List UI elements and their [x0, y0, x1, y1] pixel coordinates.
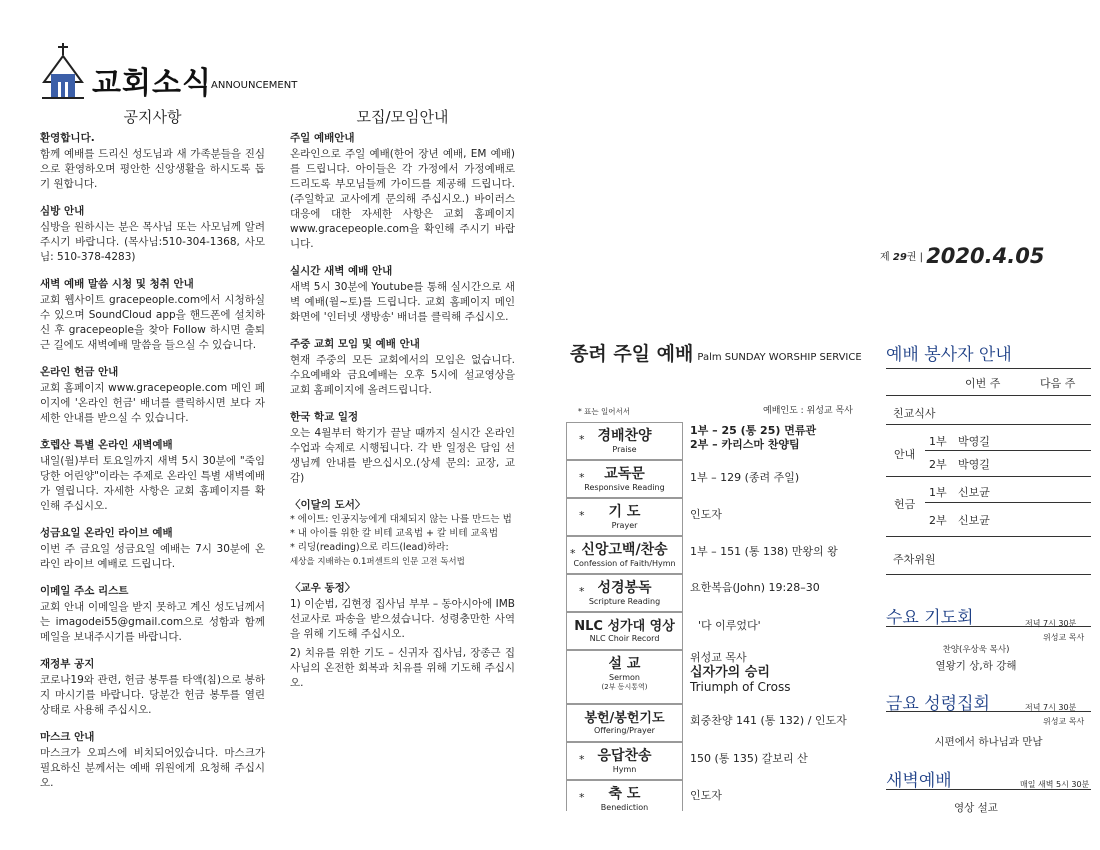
- notice-item: [40, 657, 265, 718]
- order-hymn: [566, 742, 683, 780]
- order-label-en: Hymn: [612, 765, 637, 774]
- notice-body: 함께 예배를 드리신 성도님과 새 가족분들을 진심으로 환영하오며 평안한 신앙생활을 하시도록 돕기 원합니다.: [40, 148, 265, 190]
- volunteers-title: 예배 봉사자 안내: [886, 345, 1012, 365]
- divider: [886, 536, 1091, 537]
- order-value-line: 2부 – 카리스마 찬양팀: [690, 438, 800, 451]
- notice-title: 성금요일 온라인 라이브 예배: [40, 527, 173, 539]
- notices-heading: 공지사항: [123, 108, 182, 126]
- notice-body: 내일(월)부터 토요일까지 새벽 5시 30분에 "죽임당한 어린양"이라는 주제로 온라인 특별 새벽예배가 열립니다. 자세한 사항은 교회 홈페이지를 확인해 주십시오.: [40, 455, 265, 512]
- recruit-title: 실시간 새벽 예배 안내: [290, 265, 393, 277]
- stand-mark: *: [579, 433, 585, 446]
- order-label-en: Sermon: [609, 673, 640, 682]
- column-next-week: 다음 주: [1040, 377, 1076, 390]
- notice-title: 재정부 공지: [40, 658, 95, 670]
- order-value-line: 회중찬양 141 (통 132) / 인도자: [690, 714, 847, 727]
- member-news-line: 2) 치유를 위한 기도 – 신귀자 집사님, 장종근 집사님의 온전한 회복과 치유를 위해 기도해 주십시오.: [290, 647, 515, 689]
- row-fellowship: 친교식사: [893, 407, 936, 420]
- stand-mark: *: [579, 753, 585, 766]
- order-label-en: Scripture Reading: [588, 597, 661, 606]
- divider: [886, 424, 1091, 425]
- friday-title: 금요 성령집회: [886, 694, 990, 714]
- order-value: [698, 619, 761, 633]
- order-value-line: 1부 – 25 (통 25) 면류관: [690, 424, 817, 437]
- notice-item: [40, 365, 265, 426]
- order-value: [690, 752, 808, 766]
- stand-mark: *: [579, 509, 585, 522]
- notice-title: 마스크 안내: [40, 731, 95, 743]
- page-title: 교회소식: [92, 66, 212, 101]
- volume-suffix: 권 |: [906, 252, 923, 263]
- recruit-title: 주중 교회 모임 및 예배 안내: [290, 338, 420, 350]
- recruit-item: [290, 264, 515, 325]
- order-confession: [566, 536, 683, 574]
- divider: [925, 450, 1091, 451]
- order-value: [690, 789, 722, 803]
- recruit-body: 새벽 5시 30분에 Youtube를 통해 실시간으로 새벽 예배(월~토)를 드립니다. 교회 홈페이지 메인 화면에 '인터넷 생방송' 배너를 클릭해 주십시오.: [290, 281, 515, 323]
- order-scripture: [566, 574, 683, 612]
- dawn-time: 매일 새벽 5시 30분: [1020, 780, 1090, 789]
- order-value-line: 인도자: [690, 508, 722, 521]
- dawn-content: 영상 설교: [954, 802, 998, 814]
- book-line: 세상을 지배하는 0.1퍼센트의 인문 고전 독서법: [290, 557, 465, 567]
- usher-second-name: 박영길: [958, 458, 990, 471]
- order-label-en: Responsive Reading: [584, 483, 665, 492]
- recruit-title: 한국 학교 일정: [290, 411, 359, 423]
- notice-title: 새벽 예배 말씀 시청 및 청취 안내: [40, 278, 194, 290]
- stand-mark: *: [579, 585, 585, 598]
- order-label: 응답찬송: [597, 748, 652, 764]
- notice-item: [40, 526, 265, 572]
- order-value-line: 1부 – 129 (종려 주일): [690, 471, 800, 484]
- order-value: [690, 508, 722, 522]
- order-label-en: Confession of Faith/Hymn: [573, 559, 676, 568]
- notice-item: [40, 204, 265, 265]
- order-label-en: Benediction: [600, 803, 649, 812]
- worship-title: 종려 주일 예배: [570, 343, 694, 365]
- order-value-line: '다 이루었다': [698, 619, 761, 632]
- notice-title: 온라인 헌금 안내: [40, 366, 119, 378]
- order-label: 봉헌/봉헌기도: [584, 711, 665, 726]
- member-news-title: 〈교우 동정〉: [290, 582, 356, 594]
- wednesday-title: 수요 기도회: [886, 608, 974, 628]
- row-usher: 안내: [894, 448, 916, 461]
- order-sermon: [566, 650, 683, 704]
- notice-title: 환영합니다.: [40, 132, 95, 144]
- wednesday-content: 열왕기 상,하 강해: [935, 660, 1017, 672]
- order-value-line: 십자가의 승리: [690, 665, 770, 680]
- order-value-line: 요한복음(John) 19:28–30: [690, 581, 820, 594]
- book-list: [290, 498, 515, 569]
- recruit-item: [290, 337, 515, 398]
- standing-note: * 표는 일어서서: [578, 407, 630, 416]
- notice-item: [40, 131, 265, 192]
- member-news: [290, 581, 515, 691]
- notice-body: 마스크가 오피스에 비치되어있습니다. 마스크가 필요하신 분께서는 예배 위원에게 요청해 주십시오.: [40, 747, 265, 789]
- recruit-item: [290, 410, 515, 486]
- row-parking: 주차위원: [893, 553, 936, 566]
- order-label: 교독문: [604, 466, 645, 482]
- issue-info: [880, 244, 1044, 268]
- friday-leader: 위성교 목사: [1043, 717, 1085, 726]
- volume-number: 29: [892, 252, 907, 263]
- order-label: 신앙고백/찬송: [581, 542, 668, 558]
- dawn-title: 새벽예배: [886, 771, 952, 791]
- notice-body: 이번 주 금요일 성금요일 예배는 7시 30분에 온라인 라이브 예배로 드립니다.: [40, 543, 265, 570]
- offering-second-name: 신보균: [958, 514, 990, 527]
- usher-first-name: 박영길: [958, 435, 990, 448]
- order-value-line: 150 (통 135) 갈보리 산: [690, 752, 808, 765]
- recruit-heading: 모집/모임안내: [356, 108, 449, 126]
- order-value-line: 1부 – 151 (통 138) 만왕의 왕: [690, 545, 838, 558]
- order-prayer: [566, 498, 683, 536]
- notice-title: 호렙산 특별 온라인 새벽예배: [40, 439, 173, 451]
- order-label: 성경봉독: [597, 580, 652, 596]
- recruit-item: [290, 131, 515, 252]
- worship-title-en: Palm SUNDAY WORSHIP SERVICE: [697, 352, 862, 363]
- recruit-column: [290, 110, 515, 703]
- wednesday-praise: 찬양(우상욱 목사): [942, 645, 1010, 655]
- recruit-body: 온라인으로 주일 예배(한어 장년 예배, EM 예배)를 드립니다. 아이들은 각 가정에서 가정예배로 드리도록 부모님들께 가이드를 제공해 드립니다. (주일학교 교사에게 문의해 주십시오.) 바이러스 대응에 대한 자세한 사항은 교회 홈페이지 www.gracepeople.com을 확인해 주시기 바랍니다.: [290, 148, 515, 250]
- notice-title: 이메일 주소 리스트: [40, 585, 129, 597]
- offering-first-name: 신보균: [958, 486, 990, 499]
- notice-title: 심방 안내: [40, 205, 85, 217]
- order-value: [690, 714, 847, 728]
- notices-column: [40, 110, 265, 803]
- notice-body: 교회 안내 이메일을 받지 못하고 계신 성도님께서는 imagodei55@gmail.com으로 성함과 함께 메일을 보내주시기를 바랍니다.: [40, 601, 265, 643]
- order-label-note: (2부 동시통역): [601, 683, 648, 691]
- notice-item: [40, 438, 265, 514]
- order-label-en: Prayer: [611, 521, 638, 530]
- order-label: 기 도: [608, 504, 641, 520]
- book-line: * 리딩(reading)으로 리드(lead)하라:: [290, 542, 449, 553]
- order-label: 설 교: [608, 656, 641, 672]
- recruit-title: 주일 예배안내: [290, 132, 355, 144]
- offering-second-service: 2부: [929, 514, 947, 527]
- row-offering: 헌금: [894, 498, 916, 511]
- offering-first-service: 1부: [929, 486, 947, 499]
- wednesday-time: 저녁 7시 30분: [1025, 619, 1077, 628]
- notice-body: 심방을 원하시는 분은 목사님 또는 사모님께 알려 주시기 바랍니다. (목사님:510-304-1368, 사모님: 510-378-4283): [40, 221, 265, 263]
- divider: [886, 574, 1091, 575]
- stand-mark: *: [579, 471, 585, 484]
- friday-content: 시편에서 하나님과 만남: [934, 736, 1043, 748]
- notice-item: [40, 584, 265, 645]
- issue-date: 2020.4.05: [926, 244, 1045, 268]
- order-value: [690, 471, 799, 485]
- order-offering: [566, 704, 683, 742]
- order-label-en: Praise: [612, 445, 637, 454]
- order-value-line: Triumph of Cross: [690, 680, 791, 694]
- order-value: [690, 424, 816, 452]
- divider: [886, 395, 1091, 396]
- order-praise: [566, 422, 683, 460]
- divider: [925, 502, 1091, 503]
- usher-first-service: 1부: [929, 435, 947, 448]
- recruit-body: 현재 주중의 모든 교회에서의 모임은 없습니다. 수요예배와 금요예배는 오후 5시에 설교영상을 교회 홈페이지에 올려드립니다.: [290, 354, 515, 396]
- order-label: 경배찬양: [597, 428, 652, 444]
- order-value-line: 위성교 목사: [690, 651, 747, 664]
- order-label-en: NLC Choir Record: [589, 634, 660, 643]
- page-subtitle: ANNOUNCEMENT: [211, 80, 298, 91]
- church-icon: [42, 42, 84, 100]
- order-choir: [566, 612, 683, 650]
- order-label-en: Offering/Prayer: [594, 726, 655, 735]
- member-news-line: 1) 이순범, 김현정 집사님 부부 – 동아시아에 IMB 선교사로 파송을 받으셨습니다. 성령충만한 사역을 위해 기도해 주십시오.: [290, 598, 515, 640]
- order-value-line: 인도자: [690, 789, 722, 802]
- column-this-week: 이번 주: [965, 377, 1001, 390]
- worship-leader: 예배인도 : 위성교 목사: [763, 406, 853, 416]
- notice-body: 교회 홈페이지 www.gracepeople.com 메인 페이지에 '온라인 헌금' 배너를 클릭하시면 보다 자세한 안내를 받으실 수 있습니다.: [40, 382, 265, 424]
- order-benediction: [566, 780, 683, 811]
- volume-prefix: 제: [880, 252, 890, 263]
- worship-title-block: [570, 339, 862, 366]
- notice-item: [40, 277, 265, 353]
- usher-second-service: 2부: [929, 458, 947, 471]
- book-line: * 내 아이를 위한 칼 비테 교육법 + 칼 비테 교육법: [290, 528, 499, 539]
- order-responsive: [566, 460, 683, 498]
- friday-time: 저녁 7시 30분: [1025, 703, 1077, 712]
- order-value: [690, 650, 790, 695]
- wednesday-leader: 위성교 목사: [1043, 633, 1085, 642]
- stand-mark: *: [579, 791, 585, 804]
- stand-mark: *: [570, 547, 576, 560]
- book-list-title: 〈이달의 도서〉: [290, 499, 366, 511]
- divider: [886, 368, 1091, 369]
- notice-body: 코로나19와 관련, 헌금 봉투를 타액(침)으로 봉하지 마시기를 바랍니다. 당분간 헌금 봉투를 열린 상태로 사용해 주십시오.: [40, 674, 265, 716]
- divider: [886, 476, 1091, 477]
- order-value: [690, 545, 838, 559]
- notice-item: [40, 730, 265, 791]
- order-label: NLC 성가대 영상: [574, 619, 675, 634]
- order-label: 축 도: [608, 786, 641, 802]
- notice-body: 교회 웹사이트 gracepeople.com에서 시청하실 수 있으며 SoundCloud app을 핸드폰에 설치하신 후 gracepeople을 찾아 Follow 하시면 출퇴근 길에도 새벽예배 말씀을 들으실 수 있습니다.: [40, 294, 265, 351]
- recruit-body: 오는 4월부터 학기가 끝날 때까지 실시간 온라인 수업과 숙제로 시행됩니다. 각 반 일정은 담임 선생님께 안내를 받으십시오.(상세 문의: 교장, 교감): [290, 427, 515, 484]
- book-line: * 에이트: 인공지능에게 대체되지 않는 나를 만드는 법: [290, 514, 512, 525]
- order-value: [690, 581, 820, 595]
